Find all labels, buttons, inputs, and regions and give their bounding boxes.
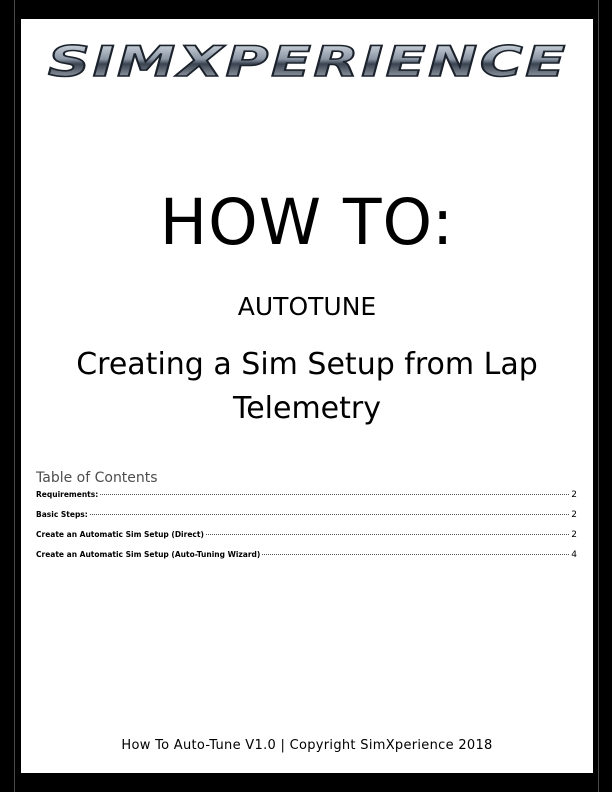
page-footer: How To Auto-Tune V1.0 | Copyright SimXperience 2018 [121,738,493,753]
toc-entry[interactable] [36,490,577,510]
title-main-line-1: Creating a Sim Setup from Lap [76,347,538,382]
toc-leader [100,494,569,495]
toc-entry-page: 4 [571,550,577,560]
toc-entry-label: Requirements: [36,490,99,499]
toc-entry-page: 2 [571,530,577,540]
toc-entry-label: Basic Steps: [36,510,88,519]
frame-guide-right [598,0,599,792]
title-main [61,343,553,431]
toc-heading: Table of Contents [36,470,158,486]
toc-entry-page: 2 [571,510,577,520]
toc-entry-label: Create an Automatic Sim Setup (Direct) [36,530,204,539]
svg-text:SIMXPERIENCE: SIMXPERIENCE [48,40,568,84]
logo-graphic [43,40,573,84]
toc-entry[interactable] [36,550,577,570]
toc-leader [90,514,569,515]
toc-leader [262,554,569,555]
table-of-contents [36,490,577,570]
simxperience-logo [43,40,573,84]
title-subheading: AUTOTUNE [237,292,377,321]
toc-entry-label: Create an Automatic Sim Setup (Auto-Tuning Wizard) [36,550,261,559]
title-heading: HOW TO: [159,186,455,259]
toc-leader [206,534,569,535]
toc-entry[interactable] [36,530,577,550]
title-main-line-2: Telemetry [232,391,381,426]
toc-entry-page: 2 [571,490,577,500]
document-page [21,19,593,773]
toc-entry[interactable] [36,510,577,530]
frame-guide-left [14,0,15,792]
